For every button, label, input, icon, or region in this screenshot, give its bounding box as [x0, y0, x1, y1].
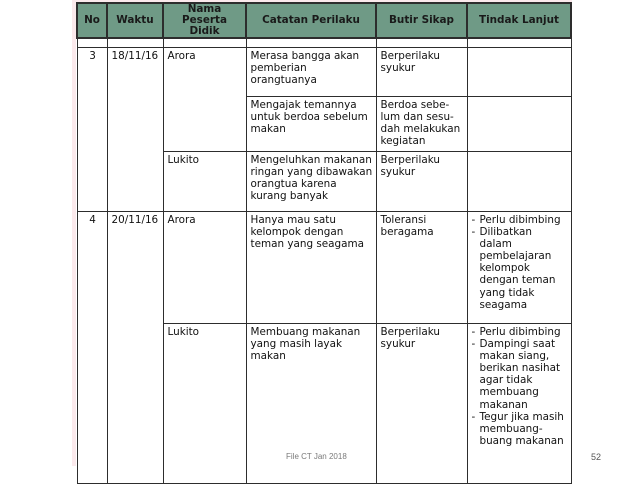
- follow-up: [467, 152, 571, 212]
- header-tindak-lanjut: Tindak Lanjut: [467, 3, 571, 38]
- student-name: Lukito: [163, 324, 246, 484]
- attitude-item: Berperilaku syukur: [376, 48, 467, 97]
- behavior-note: Membuang makanan yang masih layak makan: [246, 324, 376, 484]
- follow-up-item: - Perlu dibimbing: [472, 326, 568, 338]
- follow-up-item: - Perlu dibimbing: [472, 214, 568, 226]
- behavior-note: Hanya mau satu kelompok dengan teman yang seagama: [246, 212, 376, 324]
- follow-up: [467, 212, 571, 324]
- header-catatan-perilaku: Catatan Perilaku: [246, 3, 376, 38]
- table-row: [77, 212, 571, 324]
- attitude-item: Toleransi beragama: [376, 212, 467, 324]
- attitude-item: Berperilaku syukur: [376, 324, 467, 484]
- behavior-note: Merasa bangga akan pemberian orangtuanya: [246, 48, 376, 97]
- table-header: [77, 3, 571, 38]
- attitude-item: Berdoa sebe-lum dan sesu-dah melakukan kegiatan: [376, 97, 467, 152]
- follow-up: [467, 324, 571, 484]
- header-gap-row: [77, 38, 571, 48]
- row-number: 3: [77, 48, 107, 212]
- follow-up-list: [472, 326, 568, 447]
- header-no: No: [77, 3, 107, 38]
- student-name: Lukito: [163, 152, 246, 212]
- footer-label: File CT Jan 2018: [286, 452, 347, 461]
- follow-up: [467, 48, 571, 97]
- row-date: 20/11/16: [107, 212, 163, 484]
- behavior-note: Mengajak temannya untuk berdoa sebelum makan: [246, 97, 376, 152]
- header-butir-sikap: Butir Sikap: [376, 3, 467, 38]
- table-row: [77, 48, 571, 97]
- follow-up-list: [472, 214, 568, 311]
- behavior-notes-table: [76, 2, 572, 484]
- header-nama-peserta-didik: Nama Peserta Didik: [163, 3, 246, 38]
- behavior-note: Mengeluhkan makanan ringan yang dibawakan orangtua karena kurang banyak: [246, 152, 376, 212]
- attitude-item: Berperilaku syukur: [376, 152, 467, 212]
- row-date: 18/11/16: [107, 48, 163, 212]
- row-number: 4: [77, 212, 107, 484]
- header-waktu: Waktu: [107, 3, 163, 38]
- follow-up: [467, 97, 571, 152]
- student-name: Arora: [163, 48, 246, 152]
- follow-up-item: - Dilibatkan dalam pembelajaran kelompok dengan teman yang tidak seagama: [472, 226, 568, 311]
- follow-up-item: - Dampingi saat makan siang, berikan nasihat agar tidak membuang makanan: [472, 338, 568, 411]
- page-number: 52: [591, 452, 602, 462]
- follow-up-item: - Tegur jika masih membuang-buang makanan: [472, 411, 568, 447]
- student-name: Arora: [163, 212, 246, 324]
